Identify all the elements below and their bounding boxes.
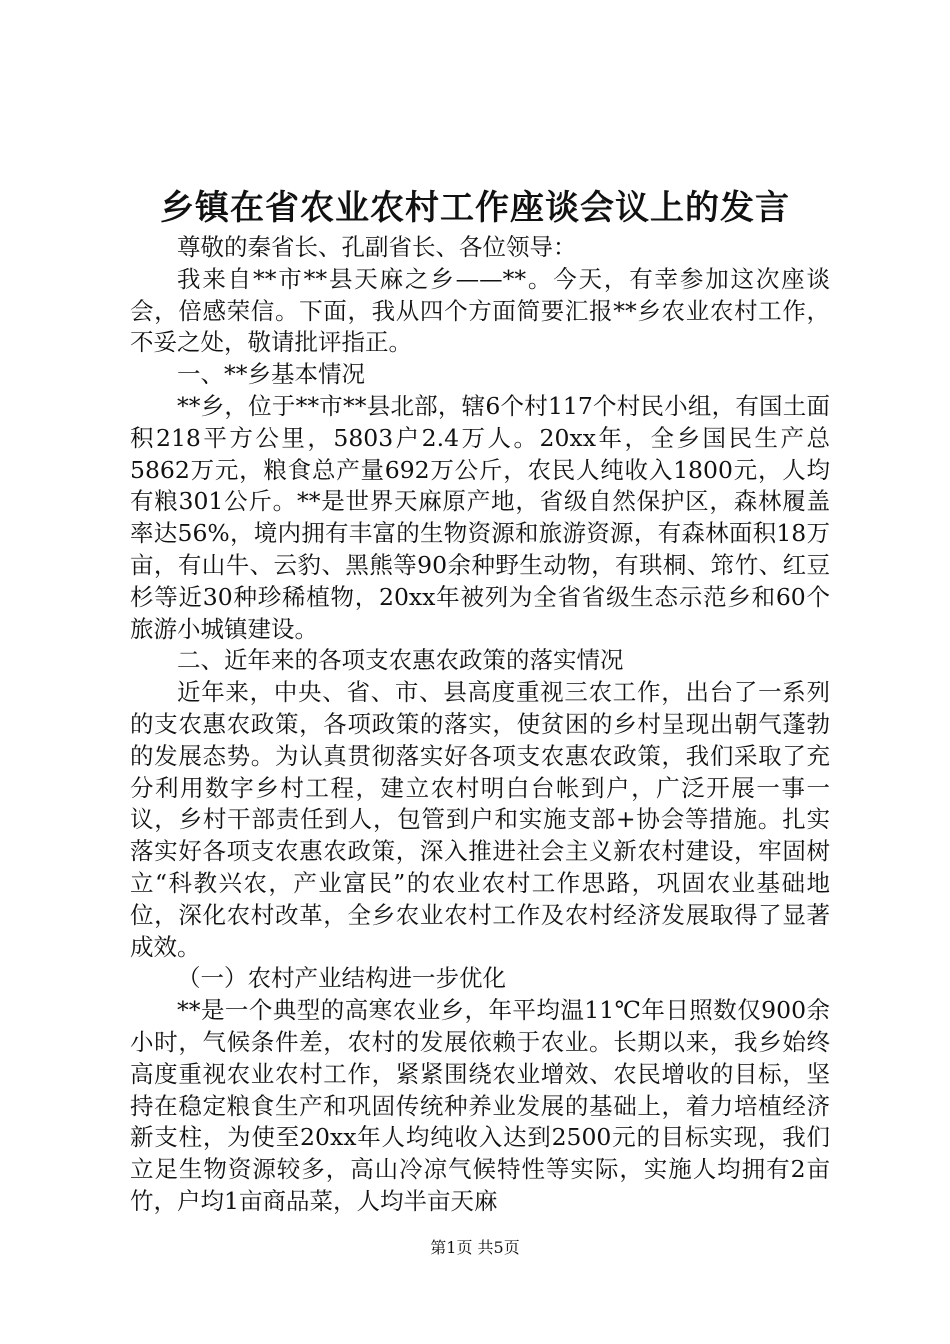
subsection-heading-1: （一）农村产业结构进一步优化 [177,964,506,993]
policy-paragraph: 近年来，中央、省、市、县高度重视三农工作，出台了一系列的支农惠农政策，各项政策的落实，使贫困的乡村呈现出朝气蓬勃的发展态势。为认真贯彻落实好各项支农惠农政策，我们采取了充分利用数字乡村工程，建立农村明白台帐到户，广泛开展一事一议，乡村干部责任到人，包管到户和实施支部+协会等措施。扎实落实好各项支农惠农政策，深入推进社会主义新农村建设，牢固树立“科教兴农，产业富民”的农业农村工作思路，巩固农业基础地位，深化农村改革，全乡农业农村工作及农村经济发展取得了显著成效。 [130,678,830,961]
section-heading-2: 二、近年来的各项支农惠农政策的落实情况 [177,646,624,675]
basic-info-paragraph: **乡，位于**市**县北部，辖6个村117个村民小组，有国土面积218平方公里，5803户2.4万人。20xx年，全乡国民生产总5862万元，粮食总产量692万公斤，农民人纯收入1800元，人均有粮301公斤。**是世界天麻原产地，省级自然保护区，森林履盖率达56%，境内拥有丰富的生物资源和旅游资源，有森林面积18万亩，有山牛、云豹、黑熊等90余种野生动物，有珙桐、筇竹、红豆杉等近30种珍稀植物，20xx年被列为全省省级生态示范乡和60个旅游小城镇建设。 [130,391,830,643]
section-heading-1: 一、**乡基本情况 [177,360,365,389]
document-title: 乡镇在省农业农村工作座谈会议上的发言 [160,188,790,228]
industry-paragraph: **是一个典型的高寒农业乡，年平均温11℃年日照数仅900余小时，气候条件差，农村的发展依赖于农业。长期以来，我乡始终高度重视农业农村工作，紧紧围绕农业增效、农民增收的目标，坚持在稳定粮食生产和巩固传统种养业发展的基础上，着力培植经济新支柱，为使至20xx年人均纯收入达到2500元的目标实现，我们立足生物资源较多，高山冷凉气候特性等实际，实施人均拥有2亩竹，户均1亩商品菜，人均半亩天麻 [130,996,830,1215]
salutation-paragraph: 尊敬的秦省长、孔副省长、各位领导： [177,233,577,261]
document-body [130,232,830,1218]
intro-paragraph: 我来自**市**县天麻之乡——**。今天，有幸参加这次座谈会，倍感荣信。下面，我从四个方面简要汇报**乡农业农村工作，不妥之处，敬请批评指正。 [130,264,830,357]
page-footer: 第1页 共5页 [430,1238,520,1257]
